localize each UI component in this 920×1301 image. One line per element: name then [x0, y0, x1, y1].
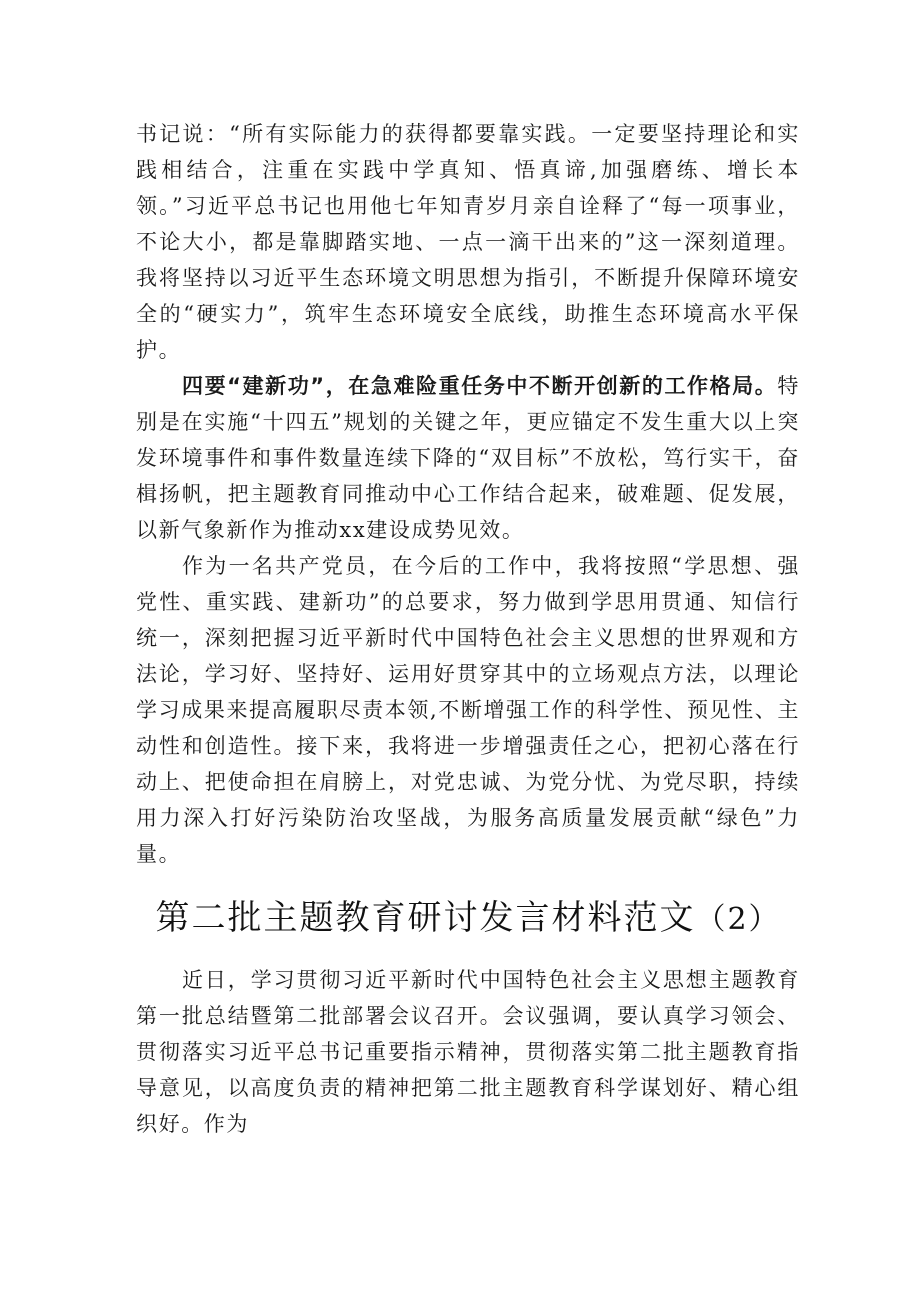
paragraph-party-member: 作为一名共产党员，在今后的工作中，我将按照“学思想、强党性、重实践、建新功”的总要求，努力做到学思用贯通、知信行统一，深刻把握习近平新时代中国特色社会主义思想的世界观和方法论，学习好、坚持好、运用好贯穿其中的立场观点方法，以理论学习成果来提高履职尽责本领,不断增强工作的科学性、预见性、主动性和创造性。接下来，我将进一步增强责任之心，把初心落在行动上、把使命担在肩膀上，对党忠诚、为党分忧、为党尽职，持续用力深入打好污染防治攻坚战，为服务高质量发展贡献“绿色”力量。 — [136, 554, 800, 866]
heading-number: （2） — [695, 902, 781, 937]
paragraph-practice: 书记说：“所有实际能力的获得都要靠实践。一定要坚持理论和实践相结合，注重在实践中学真知、悟真谛,加强磨练、增长本领。”习近平总书记也用他七年知青岁月亲自诠释了“每一项事业，不论大小，都是靠脚踏实地、一点一滴干出来的”这一深刻道理。我将坚持以习近平生态环境文明思想为指引，不断提升保障环境安全的“硬实力”，筑牢生态环境安全底线，助推生态环境高水平保护。 — [136, 122, 800, 362]
section-heading — [136, 896, 800, 942]
heading-title: 第二批主题教育研讨发言材料范文 — [155, 898, 696, 938]
paragraph-lead-bold: 四要“建新功”，在急难险重任务中不断开创新的工作格局。 — [182, 374, 778, 398]
paragraph-body: 特别是在实施“十四五”规划的关键之年，更应锚定不发生重大以上突发环境事件和事件数量连续下降的“双目标”不放松，笃行实干，奋楫扬帆，把主题教育同推动中心工作结合起来，破难题、促发展，以新气象新作为推动xx建设成势见效。 — [136, 374, 801, 542]
paragraph-new-merit — [136, 368, 800, 548]
document-page — [136, 116, 800, 1142]
paragraph-recent-meeting: 近日，学习贯彻习近平新时代中国特色社会主义思想主题教育第一批总结暨第二批部署会议召开。会议强调，要认真学习领会、贯彻落实习近平总书记重要指示精神，贯彻落实第二批主题教育指导意见，以高度负责的精神把第二批主题教育科学谋划好、精心组织好。作为 — [136, 968, 800, 1136]
